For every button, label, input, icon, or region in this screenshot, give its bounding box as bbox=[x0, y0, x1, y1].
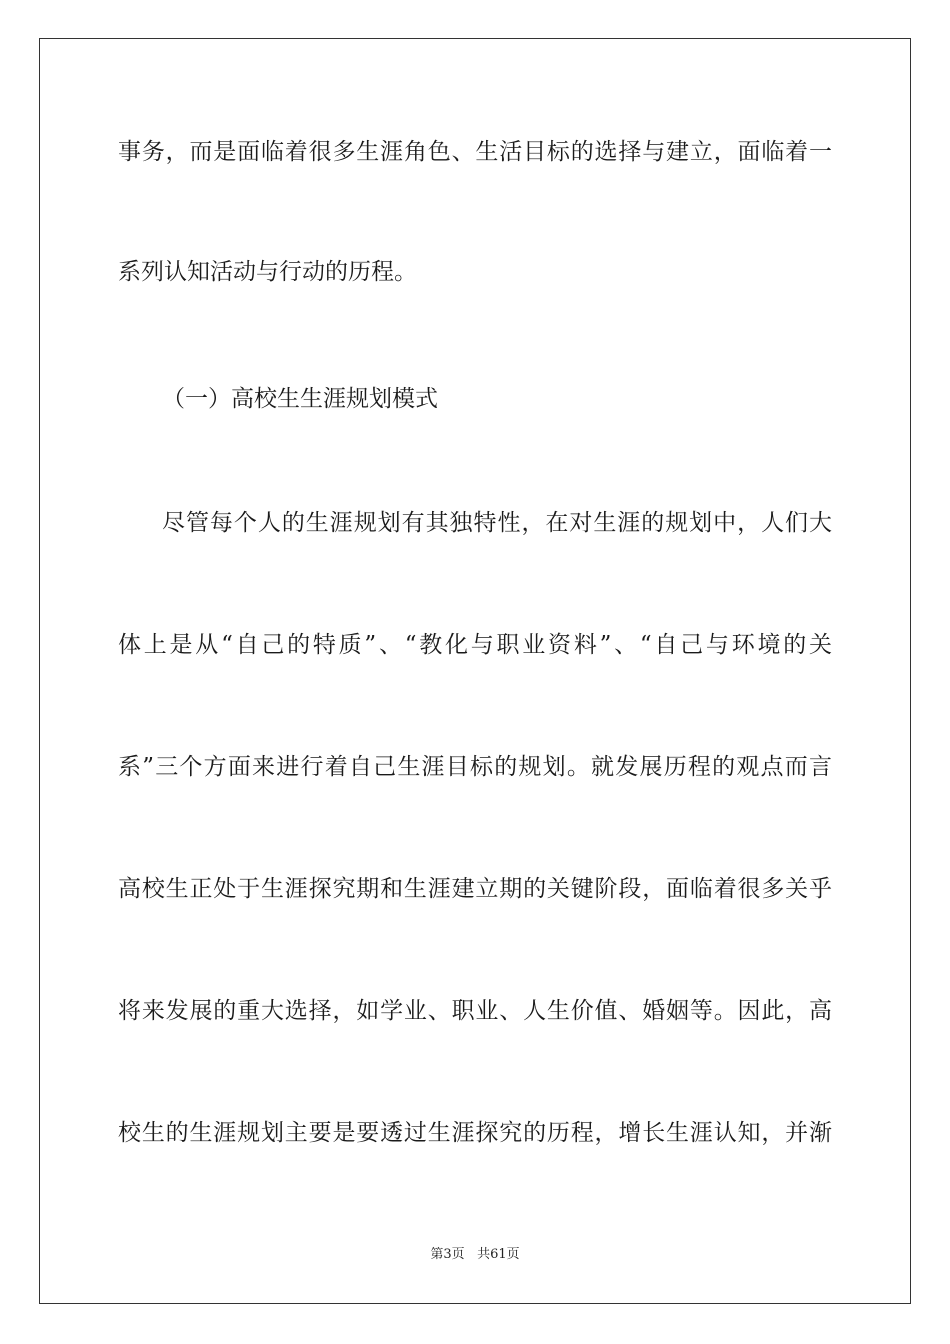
page-number: 第3页 bbox=[430, 1247, 465, 1262]
text-line: 校生的生涯规划主要是要透过生涯探究的历程，增长生涯认知，并渐 bbox=[118, 1120, 832, 1146]
section-heading: （一）高校生生涯规划模式 bbox=[162, 386, 438, 412]
text-line: 将来发展的重大选择，如学业、职业、人生价值、婚姻等。因此，高 bbox=[118, 998, 832, 1024]
text-line: 系列认知活动与行动的历程。 bbox=[118, 259, 417, 285]
page-total: 共61页 bbox=[477, 1247, 520, 1262]
text-line: 体上是从“自己的特质”、“教化与职业资料”、“自己与环境的关 bbox=[118, 632, 832, 658]
text-line: 事务，而是面临着很多生涯角色、生活目标的选择与建立，面临着一 bbox=[118, 139, 832, 165]
page-footer bbox=[0, 1246, 950, 1264]
page-border bbox=[39, 38, 911, 1304]
text-line: 高校生正处于生涯探究期和生涯建立期的关键阶段，面临着很多关乎 bbox=[118, 876, 832, 902]
text-line: 系”三个方面来进行着自己生涯目标的规划。就发展历程的观点而言 bbox=[118, 754, 832, 780]
text-line: 尽管每个人的生涯规划有其独特性，在对生涯的规划中，人们大 bbox=[162, 510, 832, 536]
